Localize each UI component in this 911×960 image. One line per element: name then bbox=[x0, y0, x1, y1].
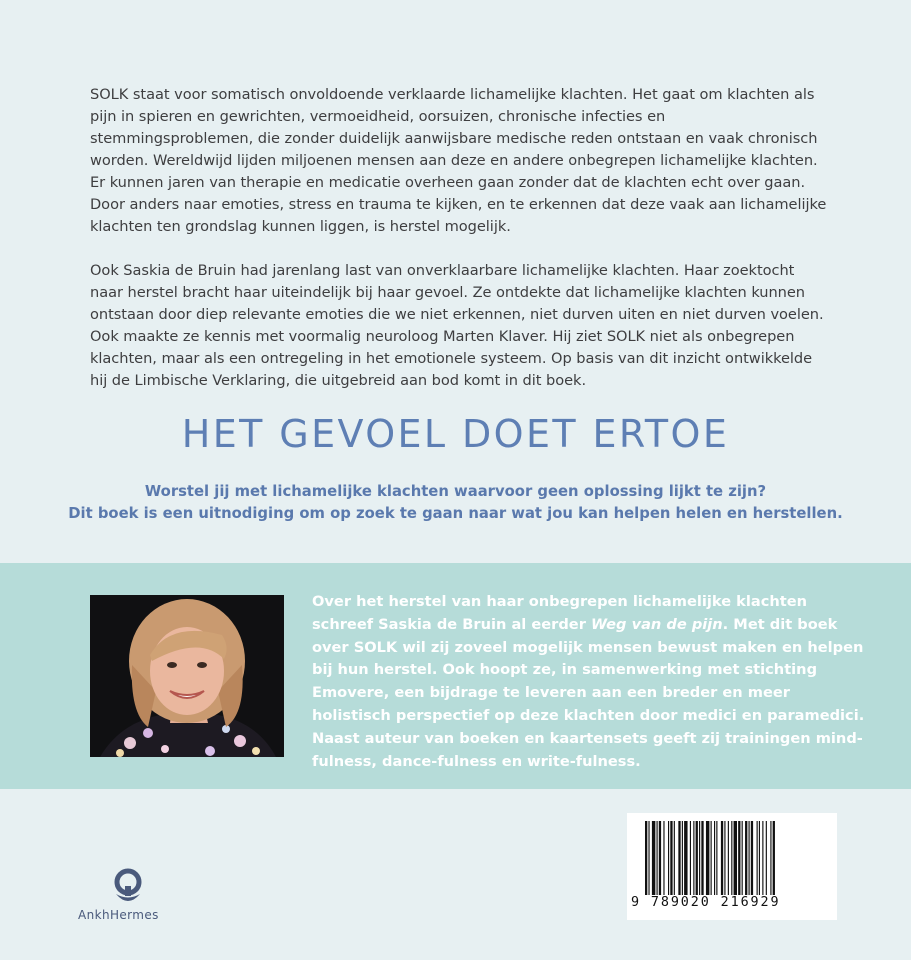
tagline-line-1: Worstel jij met lichamelijke klachten waarvoor geen oplossing lijkt te zijn? bbox=[144, 483, 767, 500]
bio-text-after-title: . Met dit boek over SOLK wil zij zoveel mogelijk mensen bewust maken en helpen bij hun herstel. Ook hoopt ze, in samenwerking met stichting Emovere, een bijdrage te leveren aan een breder en meer holistisch perspectief op deze klachten door medici en paramedici. Naast auteur van boeken en kaartensets geeft zij trainingen mind-fulness, dance-fulness en write-fulness. bbox=[312, 615, 865, 770]
author-bio bbox=[312, 591, 872, 773]
author-photo bbox=[90, 595, 284, 757]
headline: HET GEVOEL DOET ERTOE bbox=[181, 412, 730, 456]
isbn-barcode bbox=[627, 813, 837, 920]
isbn-digits: 9 789020 216929 bbox=[631, 895, 781, 910]
tagline bbox=[0, 481, 911, 525]
publisher-name: AnkhHermes bbox=[78, 908, 159, 922]
bio-book-title: Weg van de pijn bbox=[590, 615, 723, 633]
intro-text bbox=[90, 84, 830, 414]
bio-text-before-title: Over het herstel van haar onbegrepen lichamelijke klachten schreef Saskia de Bruin al eerder bbox=[312, 593, 808, 633]
barcode-bars bbox=[645, 821, 819, 895]
intro-paragraph-2: Ook Saskia de Bruin had jarenlang last van onverklaarbare lichamelijke klachten. Haar zoektocht naar herstel bracht haar uiteindelijk bij haar gevoel. Ze ontdekte dat lichamelijke klachten kunnen ontstaan door diep relevante emoties die we niet erkennen, niet durven uiten en niet durven voelen. Ook maakte ze kennis met voormalig neuroloog Marten Klaver. Hij ziet SOLK niet als onbegrepen klachten, maar als een ontregeling in het emotionele systeem. Op basis van dit inzicht ontwikkelde hij de Limbische Verklaring, die uitgebreid aan bod komt in dit boek. bbox=[90, 262, 824, 389]
intro-paragraph-1: SOLK staat voor somatisch onvoldoende verklaarde lichamelijke klachten. Het gaat om klachten als pijn in spieren en gewrichten, vermoeidheid, oorsuizen, chronische infecties en stemmingsproblemen, die zonder duidelijk aanwijsbare medische reden ontstaan en vaak chronisch worden. Wereldwijd lijden miljoenen mensen aan deze en andere onbegrepen lichamelijke klachten. Er kunnen jaren van therapie en medicatie overheen gaan zonder dat de klachten echt over gaan. Door anders naar emoties, stress en trauma te kijken, en te erkennen dat deze vaak aan lichamelijke klachten ten grondslag kunnen liggen, is herstel mogelijk. bbox=[90, 86, 827, 235]
tagline-line-2: Dit boek is een uitnodiging om op zoek te gaan naar wat jou kan helpen helen en herstellen. bbox=[68, 505, 843, 522]
publisher-logo bbox=[74, 868, 184, 928]
ankh-logo-icon bbox=[108, 868, 148, 906]
